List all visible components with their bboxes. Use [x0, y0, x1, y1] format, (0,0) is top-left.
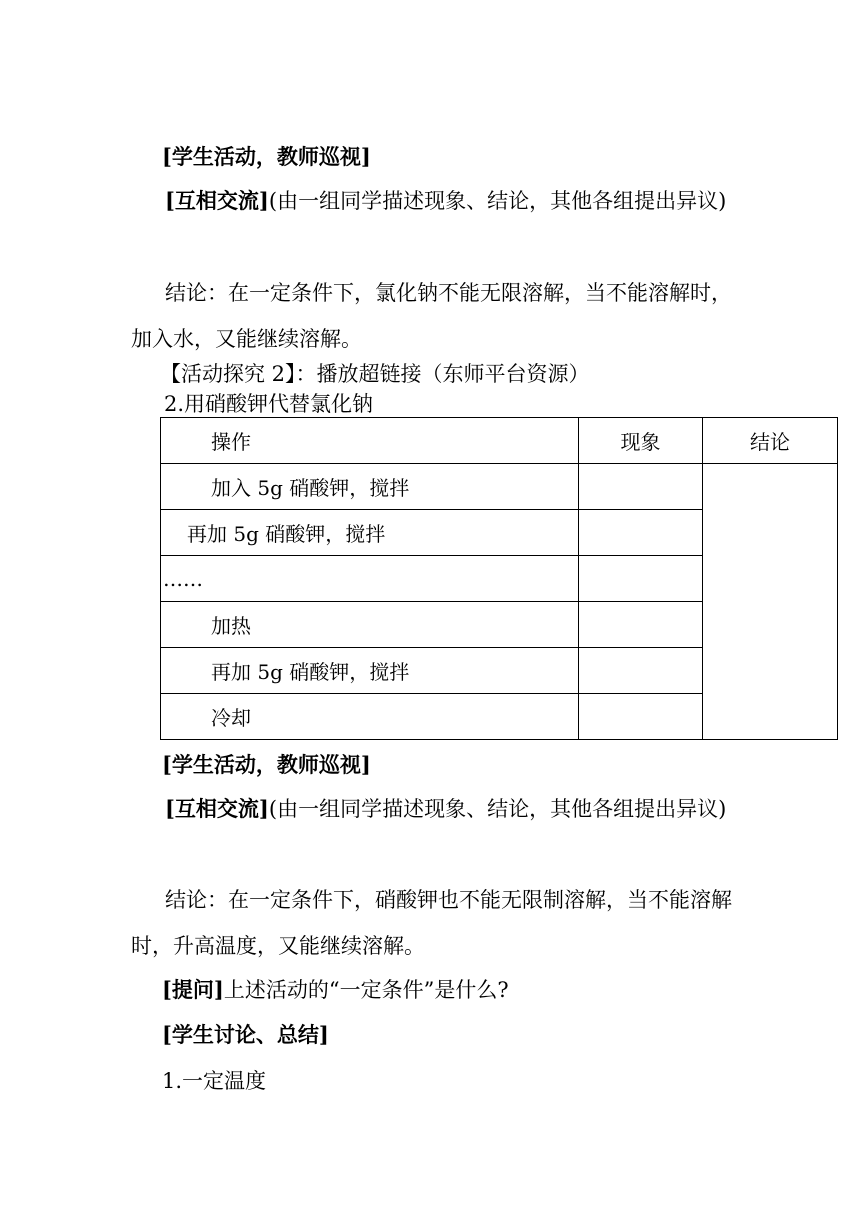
- conclusion-2: 结论：在一定条件下，硝酸钾也不能无限制溶解，当不能溶解时，升高温度，又能继续溶解。: [131, 888, 732, 958]
- question-line: [162, 976, 509, 1004]
- question-heading: [提问]: [162, 977, 224, 1002]
- phenomenon-cell: [579, 602, 703, 648]
- table-header-row: [161, 418, 838, 464]
- operation-cell: 再加 5g 硝酸钾，搅拌: [161, 648, 579, 694]
- conclusion-1: 结论：在一定条件下，氯化钠不能无限溶解，当不能溶解时，加入水，又能继续溶解。: [131, 281, 732, 351]
- phenomenon-cell: [579, 694, 703, 740]
- phenomenon-cell: [579, 510, 703, 556]
- activity-heading-2: [学生活动，教师巡视]: [162, 752, 371, 777]
- operation-cell: 加入 5g 硝酸钾，搅拌: [161, 464, 579, 510]
- discussion-heading: [学生讨论、总结]: [162, 1022, 329, 1047]
- activity2-title: 【活动探究 2】：播放超链接（东师平台资源）: [160, 362, 590, 386]
- activity-heading-1: [学生活动，教师巡视]: [162, 144, 371, 169]
- operation-cell: 冷却: [161, 694, 579, 740]
- exchange-heading-1: [互相交流]: [165, 188, 269, 213]
- header-phenomenon: 现象: [579, 418, 703, 464]
- exchange-heading-2: [互相交流]: [165, 796, 269, 821]
- activity2-subtitle: 2.用硝酸钾代替氯化钠: [164, 392, 374, 416]
- phenomenon-cell: [579, 648, 703, 694]
- phenomenon-cell: [579, 464, 703, 510]
- summary-item-1: 1.一定温度: [162, 1069, 267, 1093]
- table-row: [161, 464, 838, 510]
- header-conclusion: 结论: [703, 418, 838, 464]
- exchange-text-1: (由一组同学描述现象、结论，其他各组提出异议): [268, 189, 727, 213]
- exchange-text-2: (由一组同学描述现象、结论，其他各组提出异议): [268, 797, 727, 821]
- conclusion-cell: [703, 464, 838, 740]
- operation-cell: 再加 5g 硝酸钾，搅拌: [161, 510, 579, 556]
- question-text: 上述活动的“一定条件”是什么?: [223, 978, 509, 1002]
- operation-cell: ……: [161, 556, 579, 602]
- operation-cell: 加热: [161, 602, 579, 648]
- operations-table: [160, 417, 838, 740]
- exchange-paragraph-2: [131, 786, 741, 832]
- header-operation: 操作: [161, 418, 579, 464]
- phenomenon-cell: [579, 556, 703, 602]
- exchange-paragraph-1: [131, 178, 741, 224]
